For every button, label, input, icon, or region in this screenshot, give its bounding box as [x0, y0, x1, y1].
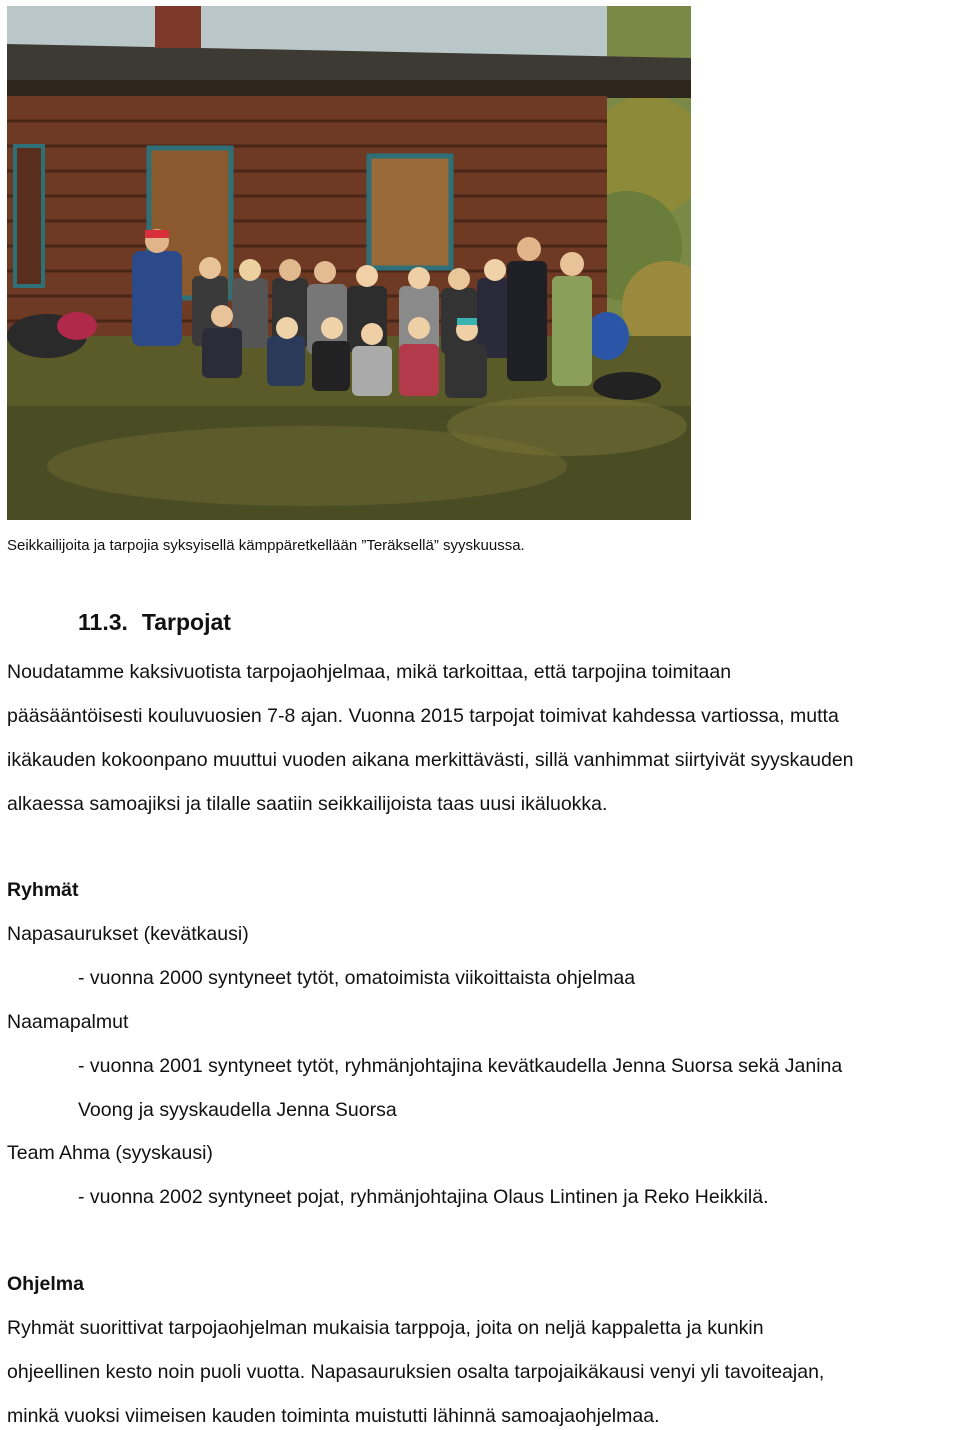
- section-title: Tarpojat: [141, 609, 231, 635]
- program-line: Ryhmät suorittivat tarpojaohjelman mukaisia tarppoja, joita on neljä kappaletta ja kunkin: [7, 1317, 764, 1339]
- intro-line: ikäkauden kokoonpano muuttui vuoden aikana merkittävästi, sillä vanhimmat siirtyivät syyskauden: [7, 749, 854, 771]
- group-name: Team Ahma (syyskausi): [7, 1142, 213, 1164]
- program-heading: Ohjelma: [7, 1273, 84, 1295]
- groups-heading: Ryhmät: [7, 879, 79, 901]
- photo-caption: Seikkailijoita ja tarpojia syksyisellä kämppäretkellään ”Teräksellä” syyskuussa.: [7, 537, 525, 554]
- group-detail: Voong ja syyskaudella Jenna Suorsa: [78, 1099, 397, 1121]
- group-photo: [7, 6, 691, 520]
- section-number: 11.3.: [78, 609, 128, 635]
- group-detail: - vuonna 2002 syntyneet pojat, ryhmänjohtajina Olaus Lintinen ja Reko Heikkilä.: [78, 1186, 769, 1208]
- group-detail: - vuonna 2000 syntyneet tytöt, omatoimista viikoittaista ohjelmaa: [78, 967, 636, 989]
- group-name: Napasaurukset (kevätkausi): [7, 923, 249, 945]
- intro-line: Noudatamme kaksivuotista tarpojaohjelmaa, mikä tarkoittaa, että tarpojina toimitaan: [7, 661, 732, 683]
- intro-line: pääsääntöisesti kouluvuosien 7-8 ajan. Vuonna 2015 tarpojat toimivat kahdessa vartiossa, mutta: [7, 705, 839, 727]
- group-name: Naamapalmut: [7, 1011, 129, 1033]
- intro-line: alkaessa samoajiksi ja tilalle saatiin seikkailijoista taas uusi ikäluokka.: [7, 793, 608, 815]
- section-heading: [78, 609, 231, 636]
- program-line: ohjeellinen kesto noin puoli vuotta. Napasauruksien osalta tarpojaikäkausi venyi yli tavoiteajan,: [7, 1361, 825, 1383]
- group-detail: - vuonna 2001 syntyneet tytöt, ryhmänjohtajina kevätkaudella Jenna Suorsa sekä Janina: [78, 1055, 843, 1077]
- program-line: minkä vuoksi viimeisen kauden toiminta muistutti lähinnä samoajaohjelmaa.: [7, 1405, 660, 1427]
